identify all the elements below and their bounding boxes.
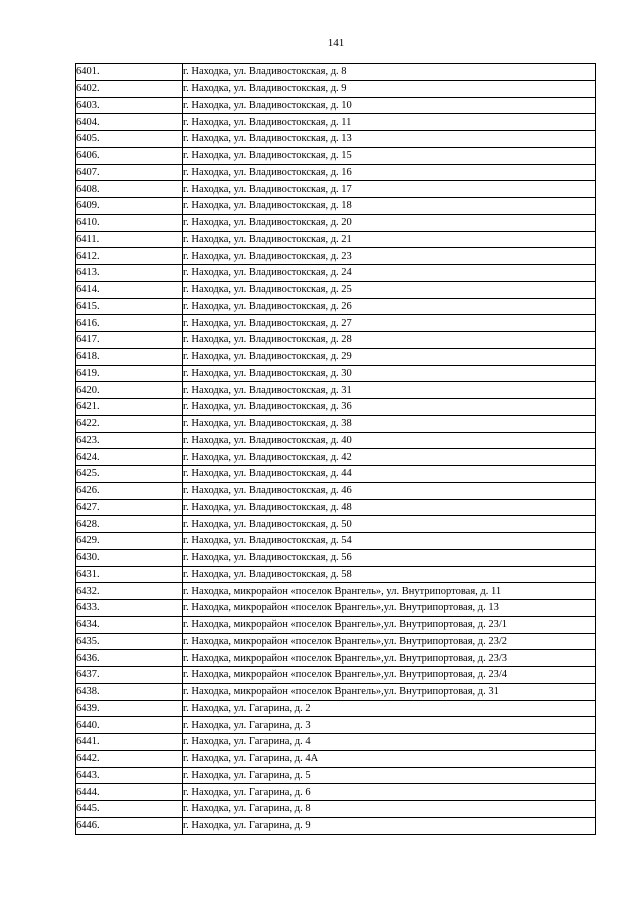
row-number: 6439. xyxy=(76,700,183,717)
row-address: г. Находка, ул. Гагарина, д. 5 xyxy=(183,767,596,784)
table-row xyxy=(76,717,596,734)
row-number: 6441. xyxy=(76,734,183,751)
row-number: 6444. xyxy=(76,784,183,801)
row-number: 6442. xyxy=(76,750,183,767)
table-row xyxy=(76,248,596,265)
row-number: 6433. xyxy=(76,600,183,617)
row-number: 6440. xyxy=(76,717,183,734)
row-number: 6424. xyxy=(76,449,183,466)
row-address: г. Находка, ул. Владивостокская, д. 17 xyxy=(183,181,596,198)
row-address: г. Находка, ул. Владивостокская, д. 27 xyxy=(183,315,596,332)
table-row xyxy=(76,633,596,650)
table-row xyxy=(76,164,596,181)
row-address: г. Находка, ул. Гагарина, д. 8 xyxy=(183,801,596,818)
row-number: 6419. xyxy=(76,365,183,382)
table-row xyxy=(76,231,596,248)
row-number: 6438. xyxy=(76,683,183,700)
table-row xyxy=(76,616,596,633)
row-number: 6405. xyxy=(76,131,183,148)
row-number: 6437. xyxy=(76,667,183,684)
table-row xyxy=(76,533,596,550)
row-number: 6417. xyxy=(76,332,183,349)
row-address: г. Находка, ул. Владивостокская, д. 54 xyxy=(183,533,596,550)
row-address: г. Находка, микрорайон «поселок Врангель»,ул. Внутрипортовая, д. 23/2 xyxy=(183,633,596,650)
row-address: г. Находка, ул. Владивостокская, д. 10 xyxy=(183,97,596,114)
row-number: 6401. xyxy=(76,64,183,81)
address-table xyxy=(75,63,596,835)
table-row xyxy=(76,315,596,332)
row-address: г. Находка, ул. Владивостокская, д. 38 xyxy=(183,415,596,432)
row-address: г. Находка, ул. Гагарина, д. 2 xyxy=(183,700,596,717)
row-number: 6436. xyxy=(76,650,183,667)
row-address: г. Находка, ул. Владивостокская, д. 56 xyxy=(183,549,596,566)
row-address: г. Находка, ул. Владивостокская, д. 23 xyxy=(183,248,596,265)
row-number: 6402. xyxy=(76,80,183,97)
table-row xyxy=(76,683,596,700)
table-row xyxy=(76,801,596,818)
row-number: 6426. xyxy=(76,482,183,499)
row-address: г. Находка, ул. Владивостокская, д. 11 xyxy=(183,114,596,131)
row-address: г. Находка, микрорайон «поселок Врангель»,ул. Внутрипортовая, д. 13 xyxy=(183,600,596,617)
table-row xyxy=(76,449,596,466)
table-row xyxy=(76,64,596,81)
table-row xyxy=(76,784,596,801)
row-number: 6411. xyxy=(76,231,183,248)
row-address: г. Находка, ул. Владивостокская, д. 42 xyxy=(183,449,596,466)
row-number: 6425. xyxy=(76,466,183,483)
row-number: 6434. xyxy=(76,616,183,633)
row-number: 6415. xyxy=(76,298,183,315)
table-row xyxy=(76,482,596,499)
row-address: г. Находка, микрорайон «поселок Врангель»,ул. Внутрипортовая, д. 23/4 xyxy=(183,667,596,684)
table-row xyxy=(76,181,596,198)
table-row xyxy=(76,80,596,97)
table-row xyxy=(76,650,596,667)
row-address: г. Находка, ул. Владивостокская, д. 44 xyxy=(183,466,596,483)
row-number: 6435. xyxy=(76,633,183,650)
table-row xyxy=(76,516,596,533)
row-address: г. Находка, ул. Владивостокская, д. 18 xyxy=(183,198,596,215)
row-number: 6446. xyxy=(76,817,183,834)
table-row xyxy=(76,667,596,684)
table-row xyxy=(76,147,596,164)
row-number: 6429. xyxy=(76,533,183,550)
table-row xyxy=(76,382,596,399)
row-number: 6421. xyxy=(76,399,183,416)
table-row xyxy=(76,265,596,282)
row-address: г. Находка, ул. Владивостокская, д. 31 xyxy=(183,382,596,399)
row-address: г. Находка, микрорайон «поселок Врангель»,ул. Внутрипортовая, д. 23/3 xyxy=(183,650,596,667)
row-address: г. Находка, ул. Владивостокская, д. 24 xyxy=(183,265,596,282)
row-address: г. Находка, ул. Владивостокская, д. 8 xyxy=(183,64,596,81)
row-number: 6413. xyxy=(76,265,183,282)
row-number: 6428. xyxy=(76,516,183,533)
row-number: 6420. xyxy=(76,382,183,399)
table-row xyxy=(76,415,596,432)
row-address: г. Находка, ул. Гагарина, д. 4А xyxy=(183,750,596,767)
row-number: 6403. xyxy=(76,97,183,114)
row-address: г. Находка, микрорайон «поселок Врангель»,ул. Внутрипортовая, д. 31 xyxy=(183,683,596,700)
row-address: г. Находка, ул. Владивостокская, д. 58 xyxy=(183,566,596,583)
row-number: 6414. xyxy=(76,281,183,298)
row-address: г. Находка, ул. Владивостокская, д. 16 xyxy=(183,164,596,181)
row-address: г. Находка, ул. Владивостокская, д. 29 xyxy=(183,348,596,365)
table-row xyxy=(76,198,596,215)
table-row xyxy=(76,97,596,114)
table-row xyxy=(76,817,596,834)
table-row xyxy=(76,466,596,483)
row-number: 6416. xyxy=(76,315,183,332)
row-address: г. Находка, ул. Владивостокская, д. 48 xyxy=(183,499,596,516)
table-row xyxy=(76,214,596,231)
row-address: г. Находка, ул. Владивостокская, д. 15 xyxy=(183,147,596,164)
table-row xyxy=(76,750,596,767)
row-address: г. Находка, ул. Владивостокская, д. 50 xyxy=(183,516,596,533)
row-address: г. Находка, ул. Гагарина, д. 4 xyxy=(183,734,596,751)
row-address: г. Находка, ул. Владивостокская, д. 13 xyxy=(183,131,596,148)
table-row xyxy=(76,298,596,315)
row-number: 6443. xyxy=(76,767,183,784)
row-number: 6418. xyxy=(76,348,183,365)
row-number: 6404. xyxy=(76,114,183,131)
row-number: 6407. xyxy=(76,164,183,181)
row-number: 6445. xyxy=(76,801,183,818)
row-address: г. Находка, микрорайон «поселок Врангель», ул. Внутрипортовая, д. 11 xyxy=(183,583,596,600)
row-address: г. Находка, ул. Владивостокская, д. 46 xyxy=(183,482,596,499)
table-row xyxy=(76,365,596,382)
row-address: г. Находка, ул. Гагарина, д. 6 xyxy=(183,784,596,801)
table-row xyxy=(76,549,596,566)
row-number: 6412. xyxy=(76,248,183,265)
page-number: 141 xyxy=(327,37,345,49)
row-number: 6408. xyxy=(76,181,183,198)
row-number: 6427. xyxy=(76,499,183,516)
table-row xyxy=(76,281,596,298)
row-address: г. Находка, ул. Гагарина, д. 3 xyxy=(183,717,596,734)
table-row xyxy=(76,332,596,349)
row-address: г. Находка, ул. Владивостокская, д. 20 xyxy=(183,214,596,231)
table-row xyxy=(76,348,596,365)
table-row xyxy=(76,432,596,449)
row-number: 6423. xyxy=(76,432,183,449)
table-row xyxy=(76,767,596,784)
row-number: 6422. xyxy=(76,415,183,432)
table-row xyxy=(76,399,596,416)
row-address: г. Находка, ул. Владивостокская, д. 9 xyxy=(183,80,596,97)
table-row xyxy=(76,114,596,131)
address-table-body xyxy=(76,64,596,835)
table-row xyxy=(76,566,596,583)
table-row xyxy=(76,131,596,148)
row-address: г. Находка, ул. Гагарина, д. 9 xyxy=(183,817,596,834)
table-row xyxy=(76,600,596,617)
row-number: 6406. xyxy=(76,147,183,164)
row-address: г. Находка, микрорайон «поселок Врангель»,ул. Внутрипортовая, д. 23/1 xyxy=(183,616,596,633)
row-number: 6430. xyxy=(76,549,183,566)
row-number: 6409. xyxy=(76,198,183,215)
row-number: 6410. xyxy=(76,214,183,231)
table-row xyxy=(76,734,596,751)
row-address: г. Находка, ул. Владивостокская, д. 30 xyxy=(183,365,596,382)
row-address: г. Находка, ул. Владивостокская, д. 26 xyxy=(183,298,596,315)
row-address: г. Находка, ул. Владивостокская, д. 28 xyxy=(183,332,596,349)
row-address: г. Находка, ул. Владивостокская, д. 36 xyxy=(183,399,596,416)
row-address: г. Находка, ул. Владивостокская, д. 40 xyxy=(183,432,596,449)
table-row xyxy=(76,499,596,516)
row-number: 6432. xyxy=(76,583,183,600)
table-row xyxy=(76,700,596,717)
row-number: 6431. xyxy=(76,566,183,583)
row-address: г. Находка, ул. Владивостокская, д. 25 xyxy=(183,281,596,298)
row-address: г. Находка, ул. Владивостокская, д. 21 xyxy=(183,231,596,248)
table-row xyxy=(76,583,596,600)
